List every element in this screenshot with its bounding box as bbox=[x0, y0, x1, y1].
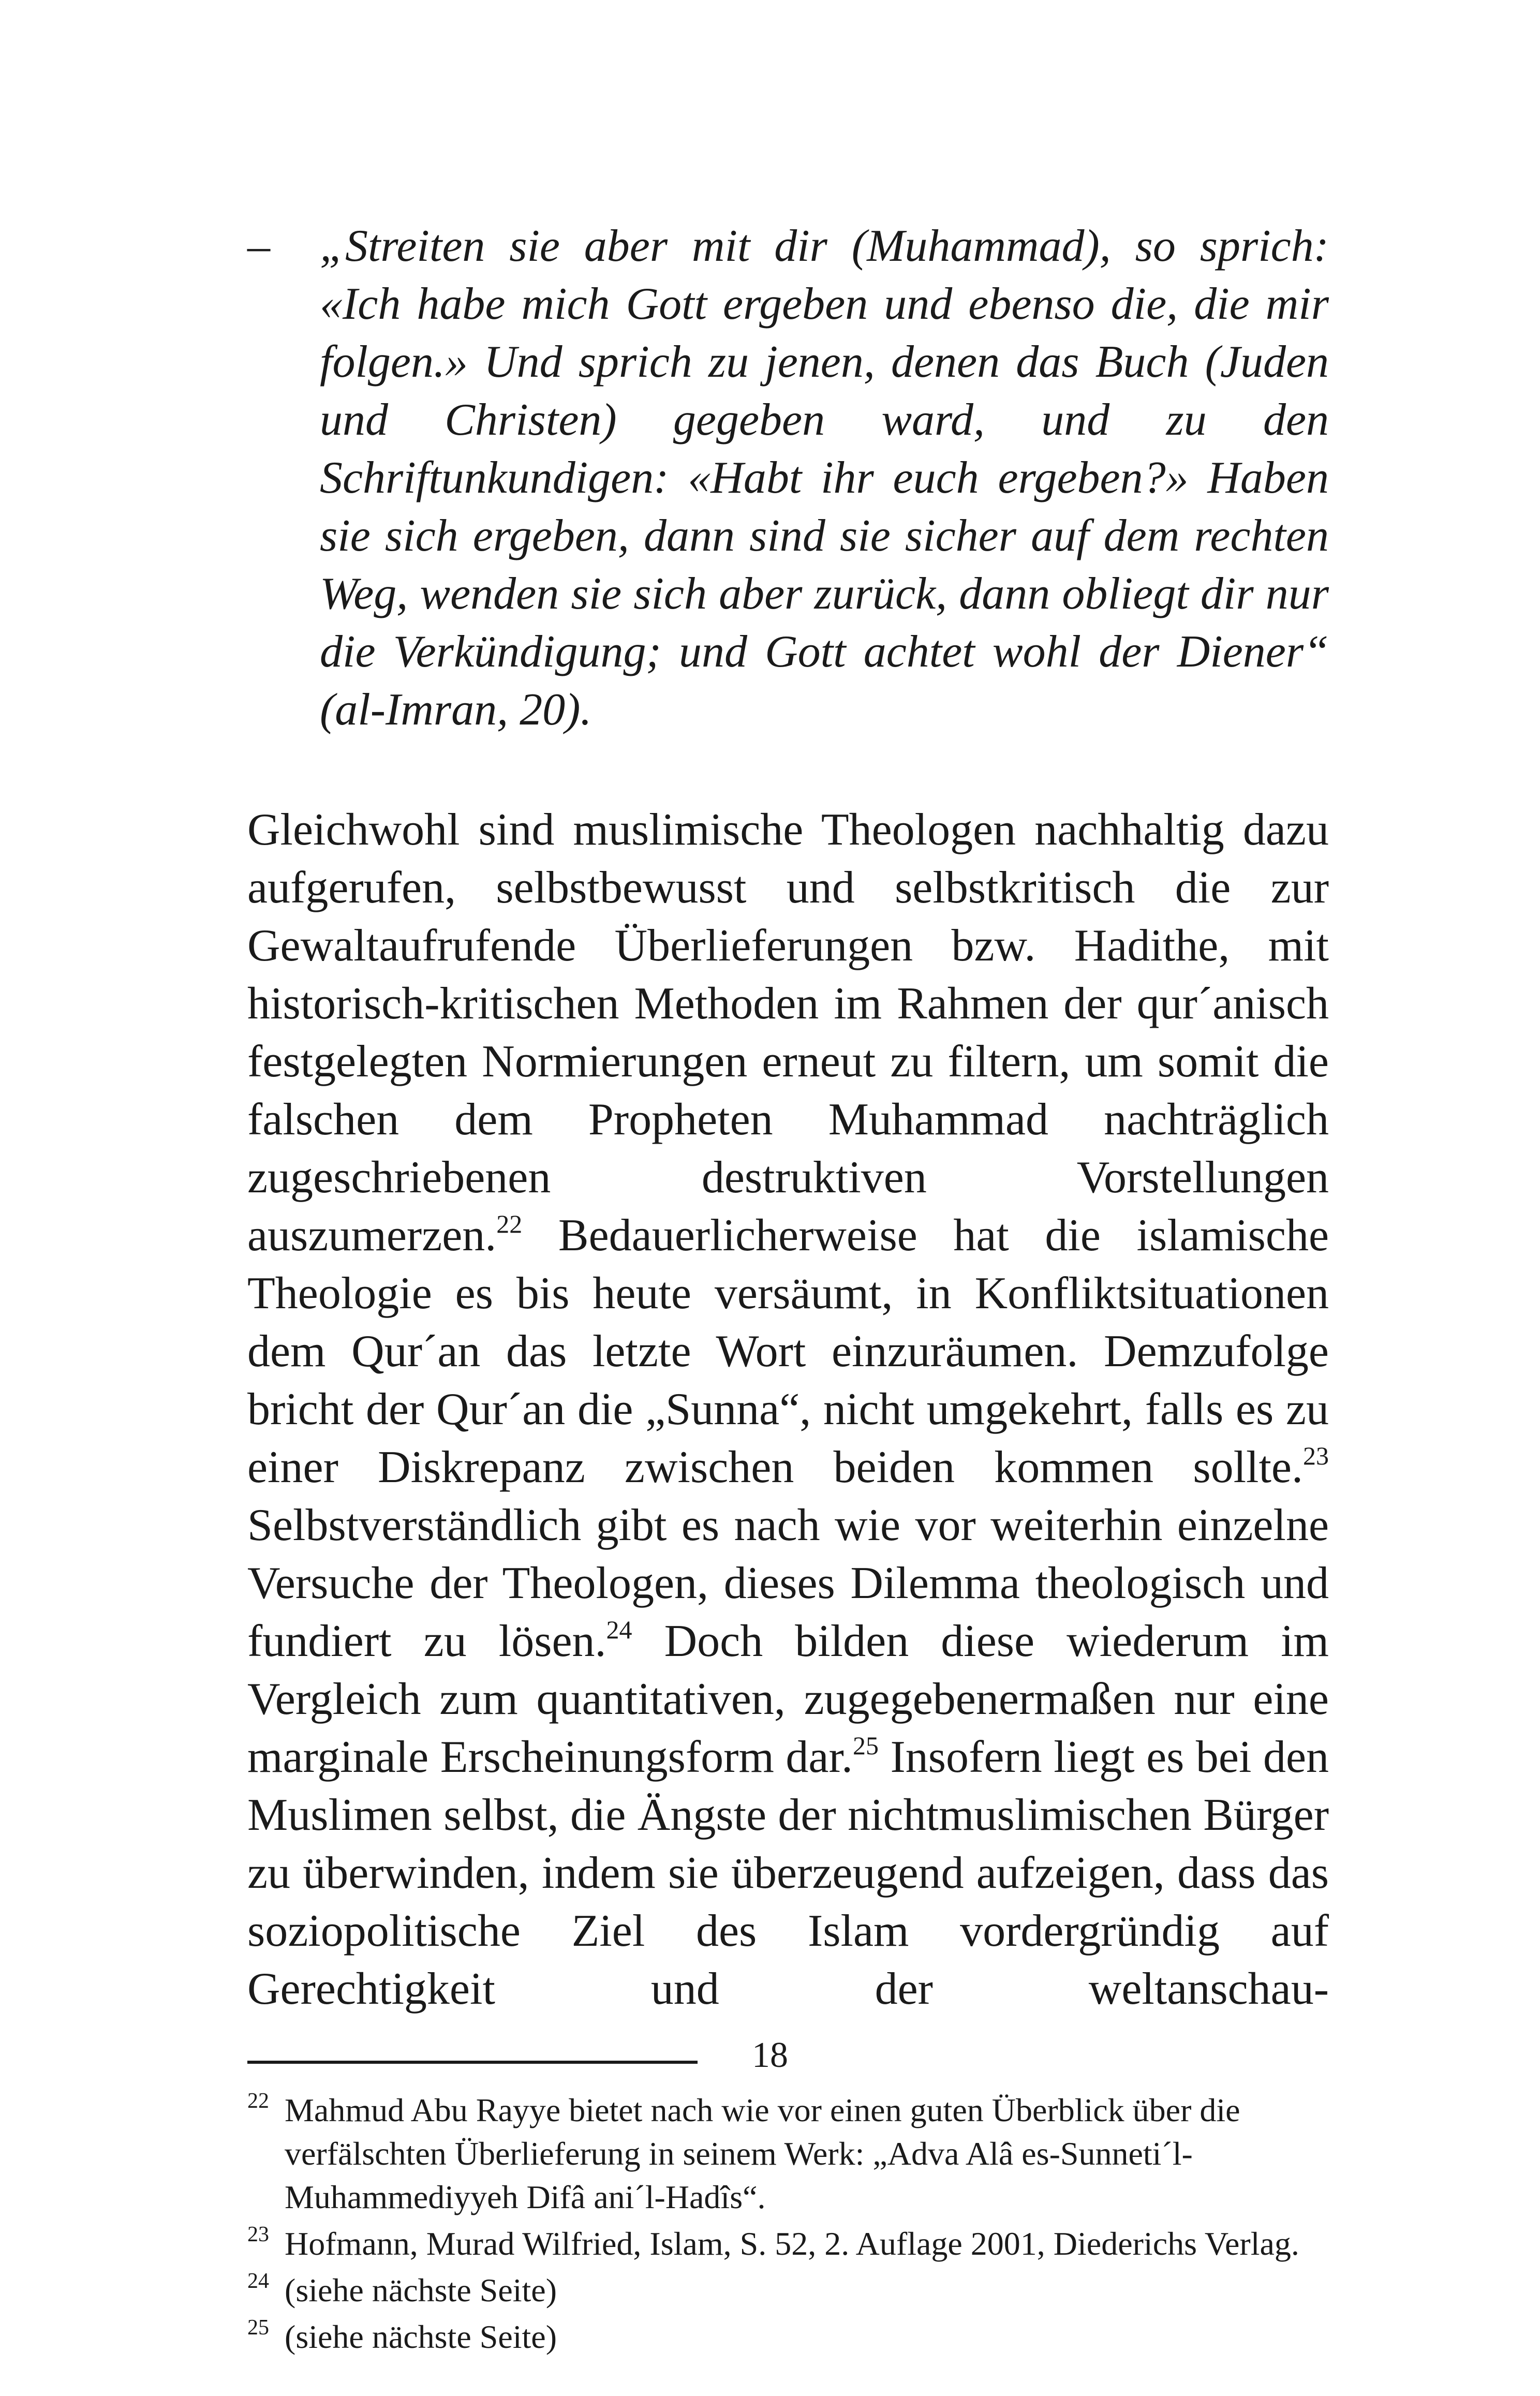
body-text-part-5: Insofern liegt es bei den Muslimen selbst, die Ängste der nichtmuslimischen Bürger zu überwinden, indem sie überzeugend aufzeigen, dass das soziopolitische Ziel des Islam vordergründig auf Gerechtigkeit und der weltanschau- bbox=[247, 1732, 1329, 2014]
quran-quote bbox=[247, 217, 1329, 739]
body-text-part-1: Gleichwohl sind muslimische Theologen nachhaltig dazu aufgerufen, selbstbewusst und selbstkritisch die zur Gewaltaufrufende Überlieferungen bzw. Hadithe, mit historisch-kritischen Methoden im Rahmen der qur´anisch festgelegten Normierungen erneut zu filtern, um somit die falschen dem Propheten Muhammad nachträglich zugeschriebenen destruktiven Vorstellungen auszumerzen. bbox=[247, 805, 1329, 1261]
footnote-number: 25 bbox=[247, 2316, 269, 2340]
footnote-24 bbox=[247, 2269, 1329, 2312]
body-text-part-3: Selbstverständlich gibt es nach wie vor weiterhin einzelne Versuche der Theologen, dieses Dilemma theologisch und fundiert zu lösen. bbox=[247, 1500, 1329, 1666]
footnote-ref-24[interactable]: 24 bbox=[606, 1615, 632, 1644]
footnote-ref-23[interactable]: 23 bbox=[1303, 1441, 1329, 1470]
quote-dash: – bbox=[247, 221, 270, 271]
footnote-22 bbox=[247, 2089, 1329, 2219]
body-paragraph bbox=[247, 801, 1329, 2018]
quote-text: „Streiten sie aber mit dir (Muhammad), so sprich: «Ich habe mich Gott ergeben und ebenso die, die mir folgen.» Und sprich zu jenen, denen das Buch (Juden und Christen) gegeben ward, und zu den Schriftunkundigen: «Habt ihr euch ergeben?» Haben sie sich ergeben, dann sind sie sicher auf dem rechten Weg, wenden sie sich aber zurück, dann obliegt dir nur die Verkündigung; und Gott achtet wohl der Diener“ (al-Imran, 20). bbox=[320, 221, 1329, 735]
footnote-ref-22[interactable]: 22 bbox=[496, 1209, 523, 1238]
footnote-text: (siehe nächste Seite) bbox=[285, 2272, 557, 2309]
body-text-part-2: Bedauerlicherweise hat die islamische Theologie es bis heute versäumt, in Konfliktsituationen dem Qur´an das letzte Wort einzuräumen. Demzufolge bricht der Qur´an die „Sunna“, nicht umgekehrt, falls es zu einer Diskrepanz zwischen beiden kommen sollte. bbox=[247, 1210, 1329, 1492]
footnote-text: Mahmud Abu Rayye bietet nach wie vor einen guten Überblick über die verfälschten Überlieferung in seinem Werk: „Adva Alâ es-Sunneti´l-Muhammediyyeh Difâ ani´l-Hadîs“. bbox=[285, 2092, 1240, 2215]
footnote-number: 24 bbox=[247, 2269, 269, 2293]
footnote-number: 22 bbox=[247, 2089, 269, 2113]
footnote-23 bbox=[247, 2222, 1329, 2266]
page-number: 18 bbox=[752, 2035, 788, 2075]
footnotes bbox=[247, 2089, 1329, 2359]
footnote-text: (siehe nächste Seite) bbox=[285, 2318, 557, 2355]
footnote-text: Hofmann, Murad Wilfried, Islam, S. 52, 2. Auflage 2001, Diederichs Verlag. bbox=[285, 2225, 1299, 2262]
body-text-part-4: Doch bilden diese wiederum im Vergleich zum quantitativen, zugegebenermaßen nur eine marginale Erscheinungsform dar. bbox=[247, 1616, 1329, 1782]
footnote-ref-25[interactable]: 25 bbox=[852, 1731, 879, 1760]
footnote-number: 23 bbox=[247, 2223, 269, 2246]
footnote-25 bbox=[247, 2315, 1329, 2359]
